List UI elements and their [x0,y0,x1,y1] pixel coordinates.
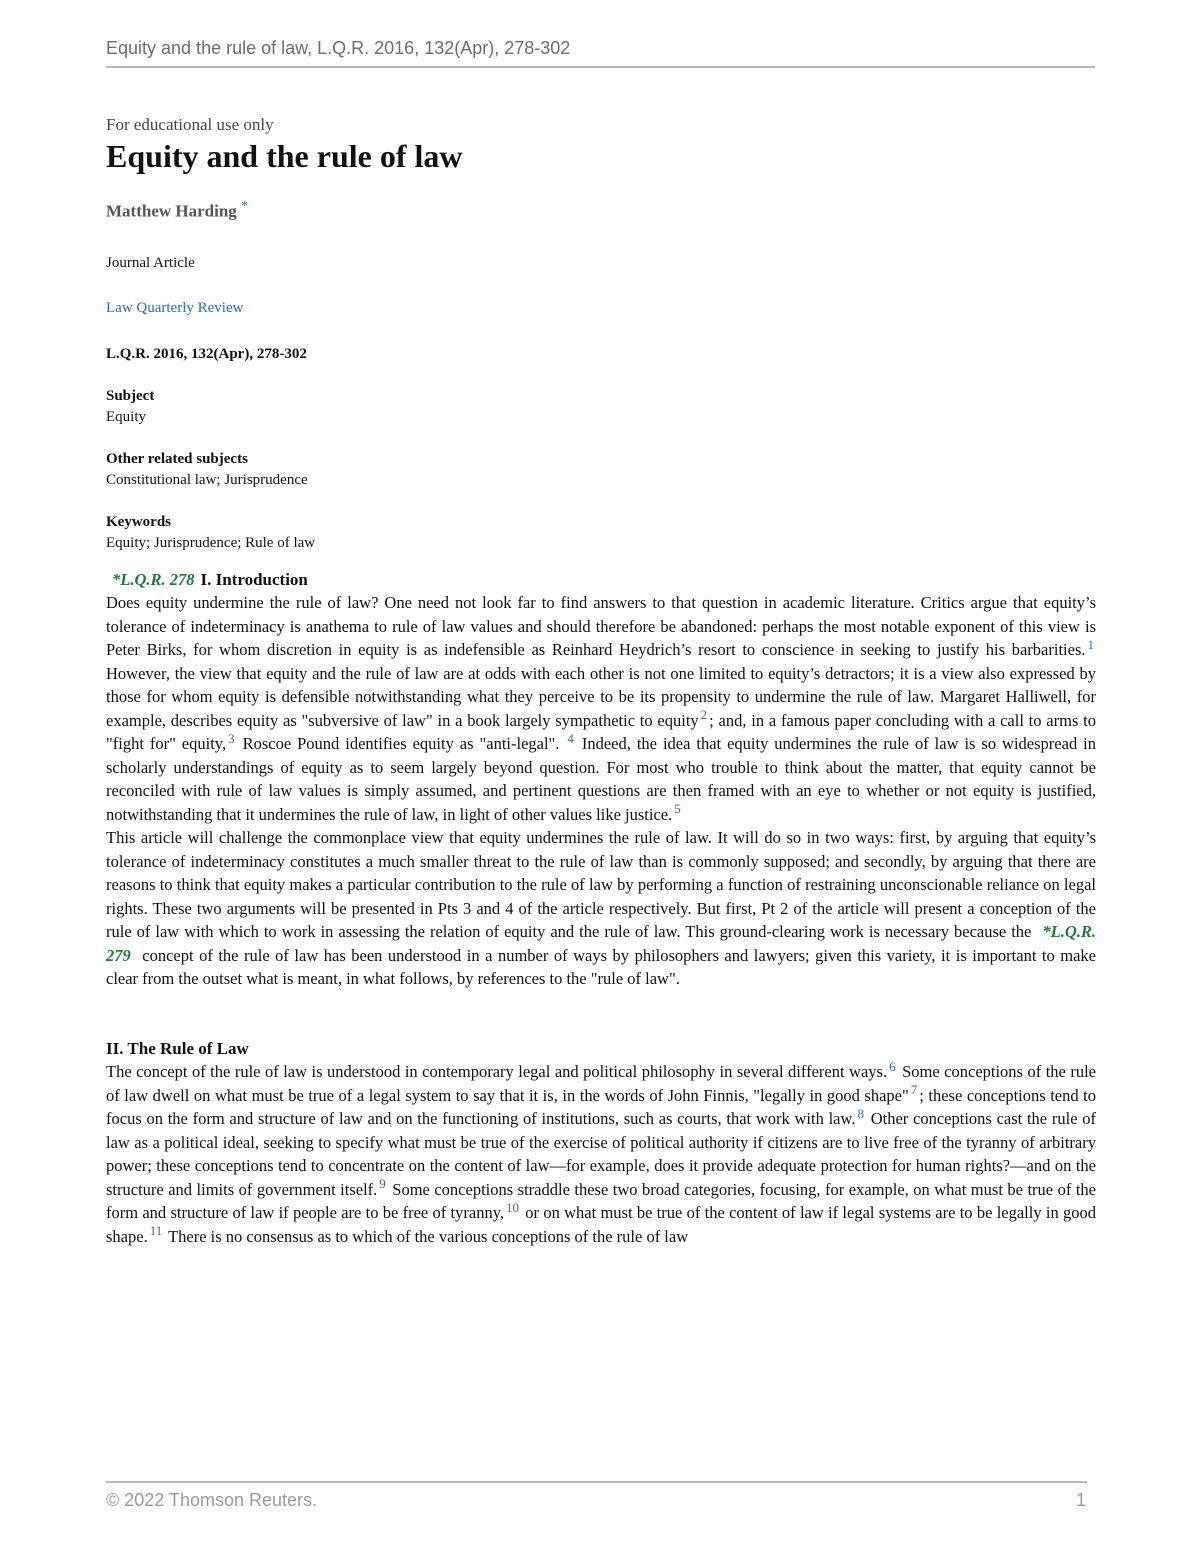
author-footnote-link[interactable]: * [241,199,249,214]
footnote-link[interactable]: 9 [379,1176,386,1192]
text-run: Other conceptions cast the rule of law as a political ideal, seeking to specify what must be true of the exercise of political authority if citizens are to live free of the tyranny of arbitrary power; these conceptions tend to concentrate on the content of law—for example, does it provide adequate protection for human rights?—and on the structure and limits of government itself. [106,1109,1097,1199]
text-run: concept of the rule of law has been understood in a number of ways by philosophers and lawyers; given this variety, it is important to make clear from the outset what is meant, in what follows, by references to the "rule of law". [106,945,1096,989]
footnote-link[interactable]: 4 [567,730,574,746]
footnote-link[interactable]: 3 [228,730,235,746]
text-run: The concept of the rule of law is understood in contemporary legal and political philosophy in several different ways. [106,1062,888,1082]
footnote-link[interactable]: 5 [674,801,681,817]
subject-label: Subject [106,387,155,404]
keywords-label: Keywords [106,513,171,530]
other-subjects-label: Other related subjects [106,450,248,467]
journal-link[interactable]: Law Quarterly Review [106,299,244,316]
footnote-link[interactable]: 7 [910,1082,918,1098]
document-title: Equity and the rule of law [106,138,463,174]
star-page-marker: *L.Q.R. 279 [106,922,1096,965]
keywords-value: Equity; Jurisprudence; Rule of law [106,534,316,551]
text-run: Indeed, the idea that equity undermines the rule of law is so widespread in scholarly understandings of equity as to seem largely beyond question. For most who trouble to think about the matter, that equity cannot be reconciled with rule of law values is simply assumed, and pertinent questions are then framed with an eye to whether or not equity is justified, notwithstanding that it undermines the rule of law, in light of other values like justice. [106,734,1096,824]
author-name: Matthew Harding [106,201,237,221]
header-divider [106,66,1095,68]
text-run: or on what must be true of the content of law if legal systems are to be legally in good shape. [106,1203,1096,1246]
subject-block [106,386,1096,428]
introduction-heading-line [106,568,1096,592]
text-run: ; these conceptions tend to focus on the form and structure of law and on the functioning of institutions, such as courts, that work with law. [106,1085,1097,1129]
page-number: 1 [1076,1490,1087,1510]
running-header-title: Equity and the rule of law, L.Q.R. 2016, 132(Apr), 278-302 [106,38,571,58]
footnote-link[interactable]: 1 [1087,636,1094,652]
subject-value: Equity [106,408,146,425]
educational-use-note: For educational use only [106,115,274,134]
footer-divider [106,1481,1087,1483]
introduction-section [106,568,1096,991]
footnote-link[interactable]: 6 [889,1058,896,1074]
text-run: Roscoe Pound identifies equity as "anti-legal". [242,734,560,754]
footnote-link[interactable]: 11 [149,1223,163,1239]
introduction-paragraph-1 [106,591,1096,826]
document-body [106,114,1096,1248]
text-run: ; and, in a famous paper concluding with a call to arms to "fight for" equity, [106,710,1096,754]
footnote-link[interactable]: 2 [700,707,708,723]
document-type: Journal Article [106,254,195,271]
footnote-link[interactable]: 10 [506,1199,520,1215]
introduction-heading: I. Introduction [200,569,308,589]
citation: L.Q.R. 2016, 132(Apr), 278-302 [106,345,307,362]
text-run: However, the view that equity and the rule of law are at odds with each other is not one limited to equity’s detractors; it is a view also expressed by those for whom equity is defensible notwithstanding what they perceive to be its propensity to undermine the rule of law. Margaret Halliwell, for example, describes equity as "subversive of law" in a book largely sympathetic to equity [106,663,1096,730]
rule-of-law-section [106,1037,1096,1249]
author-line [106,196,1096,223]
introduction-paragraph-2 [106,826,1096,991]
star-page-marker: *L.Q.R. 278 [112,569,195,589]
other-subjects-block [106,449,1096,491]
keywords-block [106,512,1096,554]
text-run: Some conceptions of the rule of law dwell on what must be true of a legal system to say that it is, in the words of John Finnis, "legally in good shape" [106,1062,1097,1105]
text-run: This article will challenge the commonplace view that equity undermines the rule of law. It will do so in two ways: first, by arguing that equity’s tolerance of indeterminacy constitutes a much smaller threat to the rule of law than is commonly supposed; and secondly, by arguing that there are reasons to think that equity makes a particular contribution to the rule of law by performing a function of restraining unconscionable reliance on legal rights. These two arguments will be presented in Pts 3 and 4 of the article respectively. But first, Pt 2 of the article will present a conception of the rule of law with which to work in assessing the relation of equity and the rule of law. This ground-clearing work is necessary because the [106,828,1096,942]
other-subjects-value: Constitutional law; Jurisprudence [106,471,308,488]
rule-of-law-paragraph-1 [106,1060,1096,1248]
footnote-link[interactable]: 8 [857,1105,864,1121]
text-run: There is no consensus as to which of the various conceptions of the rule of law [168,1226,689,1246]
text-run: Does equity undermine the rule of law? One need not look far to find answers to that question in academic literature. Critics argue that equity’s tolerance of indeterminacy is anathema to rule of law values and should therefore be abandoned: perhaps the most notable exponent of this view is Peter Birks, for whom discretion in equity is as indefensible as Reinhard Heydrich’s resort to conscience in seeking to justify his barbarities. [106,593,1096,660]
text-run: Some conceptions straddle these two broad categories, focusing, for example, on what must be true of the form and structure of law if people are to be free of tyranny, [106,1179,1096,1223]
footer-copyright: © 2022 Thomson Reuters. [106,1490,318,1510]
rule-of-law-heading: II. The Rule of Law [106,1038,249,1058]
